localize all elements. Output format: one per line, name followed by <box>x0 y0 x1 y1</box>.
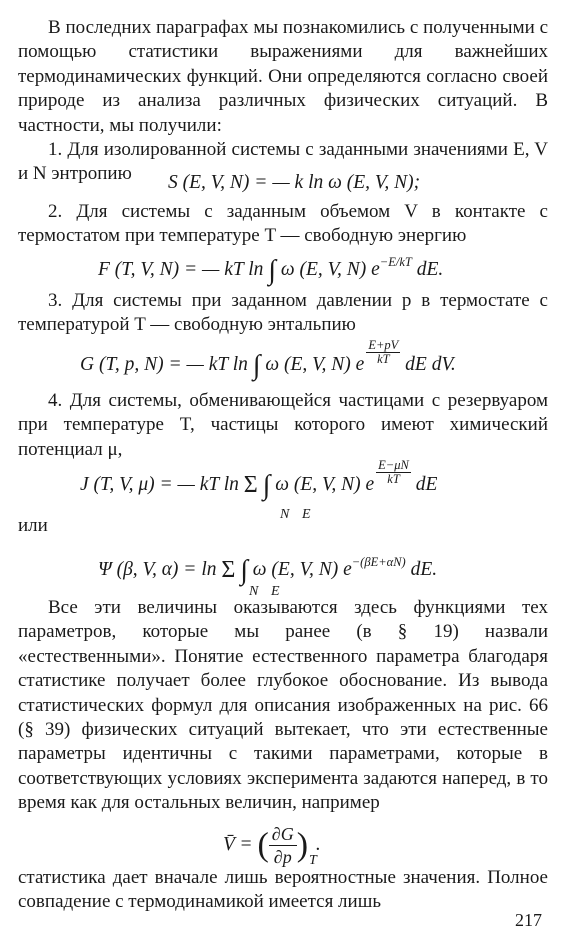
paragraph-item-3: 3. Для системы при заданном давлении p в термостате с температурой T — свободную энтальпию <box>18 290 548 336</box>
formula-entropy: S (E, V, N) = — k ln ω (E, V, N); <box>168 172 421 193</box>
formula-exponent: −(βE+αN) <box>351 555 406 569</box>
paragraph-or: или <box>18 515 48 536</box>
derivative-numerator: ∂G <box>269 823 297 846</box>
formula-free-energy <box>98 250 444 286</box>
formula-free-enthalpy <box>80 338 456 381</box>
formula-tail: . <box>315 833 321 855</box>
exponent-numerator: E−μN <box>378 458 409 472</box>
item3-block <box>18 289 548 338</box>
exponent-denominator: kT <box>377 352 390 366</box>
derivative-denominator: ∂p <box>273 847 292 867</box>
formula-exponent-fraction <box>376 459 411 486</box>
integral-symbol: ∫ <box>240 555 248 586</box>
integral-symbol: ∫ <box>252 350 261 381</box>
integral-symbol: ∫ <box>268 255 276 286</box>
formula-lhs: G (T, p, N) = — kT ln <box>80 354 248 375</box>
paragraph-intro: В последних параграфах мы познакомились с полученными с помощью статистики выражениями для важнейших термодинамических функций. Они определяются согласно своей природе из анализа различных физических ситуаций. В частности, мы получили: <box>18 17 548 136</box>
formula-body: ω (E, V, N) e <box>280 259 380 280</box>
item4-block <box>18 389 548 462</box>
exponent-denominator: kT <box>387 472 400 486</box>
formula-tail: dE. <box>410 559 438 580</box>
formula-grand-potential-psi <box>98 550 438 599</box>
paragraph-item-4: 4. Для системы, обменивающейся частицами с резервуаром при температуре T, частицы которого имеют химический потенциал μ, <box>18 390 548 460</box>
integral-symbol: ∫ <box>262 470 271 501</box>
integral-subscript: E <box>271 584 280 599</box>
paragraph-item-2: 2. Для системы с заданным объемом V в контакте с термостатом при температуре T — свободную энергию <box>18 201 548 247</box>
formula-body: ω (E, V, N) e <box>275 474 375 495</box>
right-paren: ) <box>296 826 309 864</box>
formula-lhs: Ψ (β, V, α) = ln <box>98 559 217 580</box>
final-block <box>18 866 548 915</box>
formula-lhs: V̄ = <box>223 833 253 855</box>
formula-exponent-fraction <box>366 339 400 366</box>
formula-exponent: −E/kT <box>379 255 412 269</box>
formula-tail: dE. <box>416 259 444 280</box>
formula-mean-volume <box>223 823 321 868</box>
sum-subscript: N <box>249 584 259 599</box>
paragraph-after: Все эти величины оказываются здесь функциями тех параметров, которые мы ранее (в § 19) назвали «естественными». Понятие естественного параметра благодаря статистике получает более глубокое обоснование. Из вывода статистических формул для описания изображенных на рис. 66 (§ 39) физических ситуаций вытекает, что эти естественные параметры идентичны с такими параметрами, которые в соответствующих условиях эксперимента задаются наперед, в то время как для остальных величин, например <box>18 597 548 814</box>
left-paren: ( <box>257 826 269 864</box>
formula-tail: dE dV. <box>405 354 456 375</box>
or-block <box>18 514 548 538</box>
paragraph-final: статистика дает вначале лишь вероятностные значения. Полное совпадение с термодинамикой имеется лишь <box>18 867 548 913</box>
formula-tail: dE <box>415 474 438 495</box>
sum-symbol: Σ <box>221 557 236 583</box>
sum-symbol: Σ <box>243 472 258 498</box>
after-block <box>18 596 548 816</box>
intro-block <box>18 16 548 187</box>
page-number: 217 <box>515 910 542 930</box>
item2-block <box>18 200 548 249</box>
formula-body: ω (E, V, N) e <box>265 354 365 375</box>
paragraph-item-1: 1. Для изолированной системы с заданными значениями E, V и N энтропию <box>18 139 548 185</box>
integral-subscript: E <box>302 507 311 522</box>
derivative-subscript: T <box>309 852 317 868</box>
exponent-numerator: E+pV <box>368 338 399 352</box>
formula-lhs: J (T, V, μ) = — kT ln <box>80 474 239 495</box>
formula-lhs: F (T, V, N) = — kT ln <box>98 259 264 280</box>
partial-derivative-fraction <box>269 823 297 868</box>
formula-body: ω (E, V, N) e <box>252 559 352 580</box>
sum-subscript: N <box>280 507 290 522</box>
